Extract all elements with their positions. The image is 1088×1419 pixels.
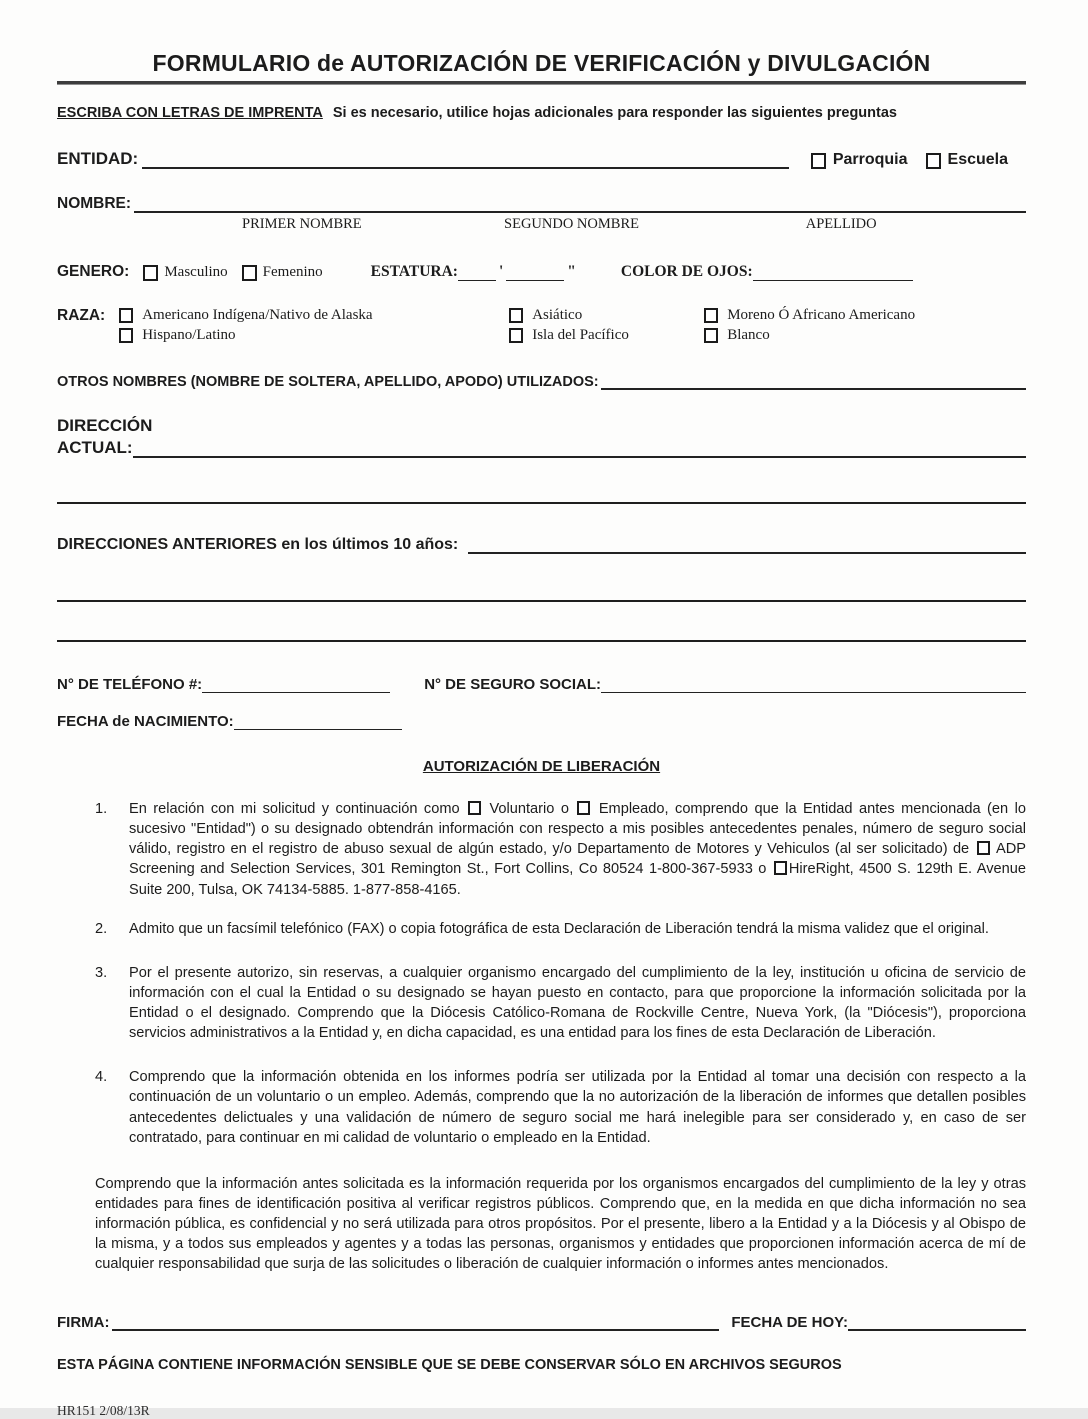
escuela-label: Escuela (947, 151, 1008, 168)
name-label: NOMBRE: (57, 195, 132, 212)
race-options (119, 307, 1026, 344)
release-item-4-number: 4. (95, 1069, 108, 1086)
other-names-input-line[interactable] (601, 375, 1026, 390)
race-column-3 (704, 307, 964, 344)
page-title: FORMULARIO de AUTORIZACIÓN DE VERIFICACIÓN y DIVULGACIÓN (152, 50, 931, 76)
release-item-4 (95, 1067, 1026, 1148)
current-address-input-line[interactable] (133, 443, 1026, 458)
title-divider (57, 81, 1026, 85)
eye-color-label: COLOR DE OJOS: (620, 263, 753, 280)
name-input-line[interactable] (134, 198, 1026, 213)
race-option-african-american (704, 307, 964, 324)
previous-addresses-label: DIRECCIONES ANTERIORES en los últimos 10 años: (57, 536, 459, 553)
entity-row (57, 149, 1026, 169)
release-item-1-number: 1. (95, 801, 108, 817)
african-american-label: Moreno Ó Africano Americano (727, 307, 916, 323)
form-number-footer: HR151 2/08/13R (57, 1403, 150, 1419)
race-label: RAZA: (57, 307, 106, 324)
release-item-3-number: 3. (95, 964, 108, 981)
ssn-input-line[interactable] (601, 678, 1026, 693)
instructions-emphasis: ESCRIBA CON LETRAS DE IMPRENTA (57, 105, 323, 121)
release-item-3 (95, 963, 1026, 1044)
parroquia-label: Parroquia (832, 151, 908, 168)
sensitive-info-notice: ESTA PÁGINA CONTIENE INFORMACIÓN SENSIBLE QUE SE DEBE CONSERVAR SÓLO EN ARCHIVOS SEGUROS (57, 1357, 842, 1374)
current-address-label-2: ACTUAL: (57, 438, 133, 457)
release-item-3-text: Por el presente autorizo, sin reservas, a cualquier organismo encargado del cumplimiento de la ley, institución u oficina de servicio de información con el cual la Entidad o su designado se hayan puesto en contacto, para que proporcione la información solicitada por la Entidad o el designado. Comprendo que la Diócesis Católico-Romana de Rockville Centre, Nueva York, (la "Diócesis"), proporciona servicios administrativos a la Entidad y, en dicha capacidad, es una entidad para los fines de esta Declaración de Liberación. (129, 964, 1026, 1042)
release-item-2-text: Admito que un facsímil telefónico (FAX) o copia fotográfica de esta Declaración de Liberación tendrá la misma validez que el original. (129, 920, 989, 937)
entity-label: ENTIDAD: (57, 149, 139, 168)
asian-checkbox[interactable] (509, 308, 523, 323)
previous-addresses-input-line-2[interactable] (57, 600, 1026, 602)
adp-checkbox[interactable] (977, 841, 990, 855)
native-american-checkbox[interactable] (119, 308, 133, 323)
name-sublabels (57, 213, 1026, 233)
release-closing-paragraph: Comprendo que la información antes solicitada es la información requerida por los organismos encargados del cumplimiento de la ley y otras entidades para fines de identificación positiva al verificar registros públicos. Comprendo que, en la medida en que dicha información no sea información pública, es confidencial y no será utilizada para otros propósitos. Por el presente, libero a la Entidad y a la Diócesis y al Obispo de la misma, y a todos sus empleados y agentes y a todas las personas, organismos y entidades que proporcionen información acerca de mí de cualquier responsabilidad que surja de las solicitudes o liberación de cualquier información o informes antes mencionados. (95, 1175, 1026, 1273)
race-option-white (704, 327, 964, 344)
release-item-1-seg4: ADP Screening and Selection Services, 301 Remington St., Fort Collins, Co 80524 1-800-367-5933 o (129, 841, 1027, 878)
entity-input-line[interactable] (142, 154, 789, 169)
current-address-label-1: DIRECCIÓN (57, 416, 153, 435)
instructions-line (57, 105, 1026, 121)
hispanic-checkbox[interactable] (119, 328, 133, 343)
pacific-islander-checkbox[interactable] (509, 328, 523, 343)
asian-label: Asiático (532, 307, 583, 323)
race-option-pacific (509, 327, 704, 344)
race-row (57, 307, 1026, 344)
hispanic-label: Hispano/Latino (142, 327, 236, 343)
race-column-2 (509, 307, 704, 344)
phone-input-line[interactable] (202, 678, 390, 693)
race-option-asian (509, 307, 704, 324)
other-names-row (57, 374, 1026, 390)
previous-addresses-input-line[interactable] (468, 539, 1026, 554)
hireright-checkbox[interactable] (774, 861, 787, 875)
femenino-label: Femenino (262, 264, 323, 280)
release-item-2 (95, 919, 1026, 939)
masculino-label: Masculino (164, 264, 228, 280)
release-item-1-seg5: HireRight, 4500 S. 129th E. Avenue Suite 200, Tulsa, OK 74134-5885. 1-877-858-4165. (129, 861, 1026, 898)
dob-row (57, 713, 1026, 730)
dob-input-line[interactable] (234, 715, 402, 730)
today-date-input-line[interactable] (848, 1316, 1026, 1331)
race-option-hispanic (119, 327, 509, 344)
escuela-checkbox[interactable] (926, 153, 941, 169)
feet-mark: ' (498, 263, 504, 280)
name-row (57, 195, 1026, 213)
previous-addresses-input-line-3[interactable] (57, 640, 1026, 642)
release-item-2-number: 2. (95, 920, 108, 937)
race-option-native (119, 307, 509, 324)
gender-height-eyes-row (57, 263, 1026, 281)
signature-row (57, 1314, 1026, 1331)
release-items (57, 799, 1026, 1148)
middle-name-sublabel: SEGUNDO NOMBRE (504, 216, 639, 232)
pacific-islander-label: Isla del Pacífico (532, 327, 629, 343)
release-section-heading: AUTORIZACIÓN DE LIBERACIÓN (422, 758, 661, 775)
phone-ssn-row (57, 676, 1026, 693)
last-name-sublabel: APELLIDO (805, 216, 877, 232)
release-item-1-seg1: En relación con mi solicitud y continuación como (129, 801, 460, 817)
height-feet-input-line[interactable] (458, 266, 496, 281)
signature-input-line[interactable] (112, 1316, 720, 1331)
current-address-row (57, 438, 1026, 458)
gender-label: GENERO: (57, 263, 130, 280)
height-inches-input-line[interactable] (506, 266, 564, 281)
other-names-label: OTROS NOMBRES (NOMBRE DE SOLTERA, APELLIDO, APODO) UTILIZADOS: (57, 374, 599, 390)
inches-mark: " (567, 263, 576, 280)
today-date-label: FECHA DE HOY: (731, 1314, 848, 1332)
eye-color-input-line[interactable] (753, 266, 913, 281)
signature-label: FIRMA: (57, 1314, 110, 1332)
ssn-label: N° DE SEGURO SOCIAL: (424, 676, 602, 693)
parroquia-checkbox[interactable] (811, 153, 826, 169)
dob-label: FECHA de NACIMIENTO: (57, 713, 234, 730)
voluntario-checkbox[interactable] (468, 801, 481, 815)
femenino-checkbox[interactable] (242, 265, 257, 281)
white-label: Blanco (727, 327, 770, 343)
white-checkbox[interactable] (704, 328, 718, 343)
phone-label: N° DE TELÉFONO #: (57, 676, 203, 693)
masculino-checkbox[interactable] (143, 265, 158, 281)
previous-addresses-row (57, 536, 1026, 554)
release-item-1-seg3: Empleado, comprendo que la Entidad antes mencionada (en lo sucesivo "Entidad") o su designado obtendrán información con respecto a mis posibles antecedentes penales, número de seguro social válido, registro en el registro de abuso sexual de algún estado, y/o Departamento de Motores y Vehiculos (al ser solicitado) de (129, 801, 1026, 858)
height-label: ESTATURA: (370, 263, 458, 280)
first-name-sublabel: PRIMER NOMBRE (242, 216, 362, 232)
native-american-label: Americano Indígena/Nativo de Alaska (142, 307, 373, 323)
empleado-checkbox[interactable] (577, 801, 590, 815)
instructions-rest: Si es necesario, utilice hojas adicionales para responder las siguientes preguntas (332, 105, 897, 121)
release-item-1-text (129, 799, 1026, 900)
current-address-input-line-2[interactable] (57, 502, 1026, 504)
african-american-checkbox[interactable] (704, 308, 718, 323)
release-item-1-seg2: Voluntario o (489, 801, 569, 817)
release-item-4-text: Comprendo que la información obtenida en los informes podría ser utilizada por la Entidad al tomar una decisión con respecto a la continuación de un voluntario o un empleo. Además, comprendo que la no autorización de la liberación de informes que detallen posibles antecedentes delictuales y una validación de número de seguro social me hará inelegible para ser considerado y, en caso de ser contratado, para continuar en mi calidad de voluntario o empleado en la Entidad. (129, 1069, 1026, 1146)
race-column-1 (119, 307, 509, 344)
release-item-1 (95, 799, 1026, 900)
